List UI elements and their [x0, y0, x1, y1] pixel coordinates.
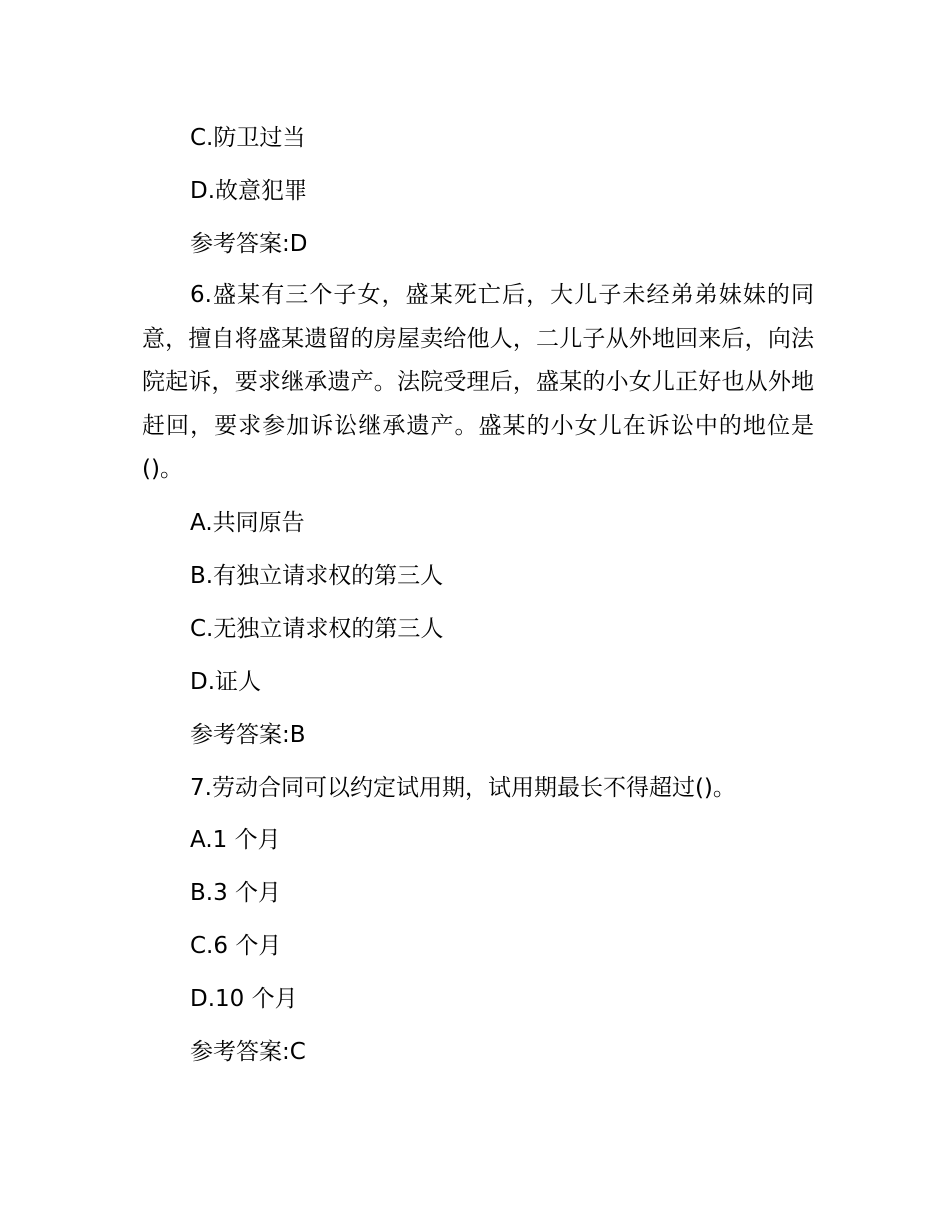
q7-option-b: B.3 个月: [190, 880, 282, 906]
q7-answer: 参考答案:C: [190, 1039, 306, 1065]
q6-answer: 参考答案:B: [190, 722, 306, 748]
q6-option-c: C.无独立请求权的第三人: [190, 616, 444, 642]
q5-answer: 参考答案:D: [190, 231, 308, 257]
q5-option-d: D.故意犯罪: [190, 178, 308, 204]
q6-option-d: D.证人: [190, 669, 262, 695]
q6-question: 6.盛某有三个子女，盛某死亡后，大儿子未经弟弟妹妹的同意，擅自将盛某遗留的房屋卖给他人，二儿子从外地回来后，向法院起诉，要求继承遗产。法院受理后，盛某的小女儿正好也从外地赶回，要求参加诉讼继承遗产。盛某的小女儿在诉讼中的地位是()。: [142, 282, 814, 482]
q6-option-b: B.有独立请求权的第三人: [190, 563, 444, 589]
q5-option-c: C.防卫过当: [190, 125, 306, 151]
q7-option-a: A.1 个月: [190, 827, 281, 853]
q6-option-a: A.共同原告: [190, 510, 305, 536]
q7-option-d: D.10 个月: [190, 986, 298, 1012]
q7-option-c: C.6 个月: [190, 933, 282, 959]
q7-question: 7.劳动合同可以约定试用期，试用期最长不得超过()。: [190, 775, 736, 801]
